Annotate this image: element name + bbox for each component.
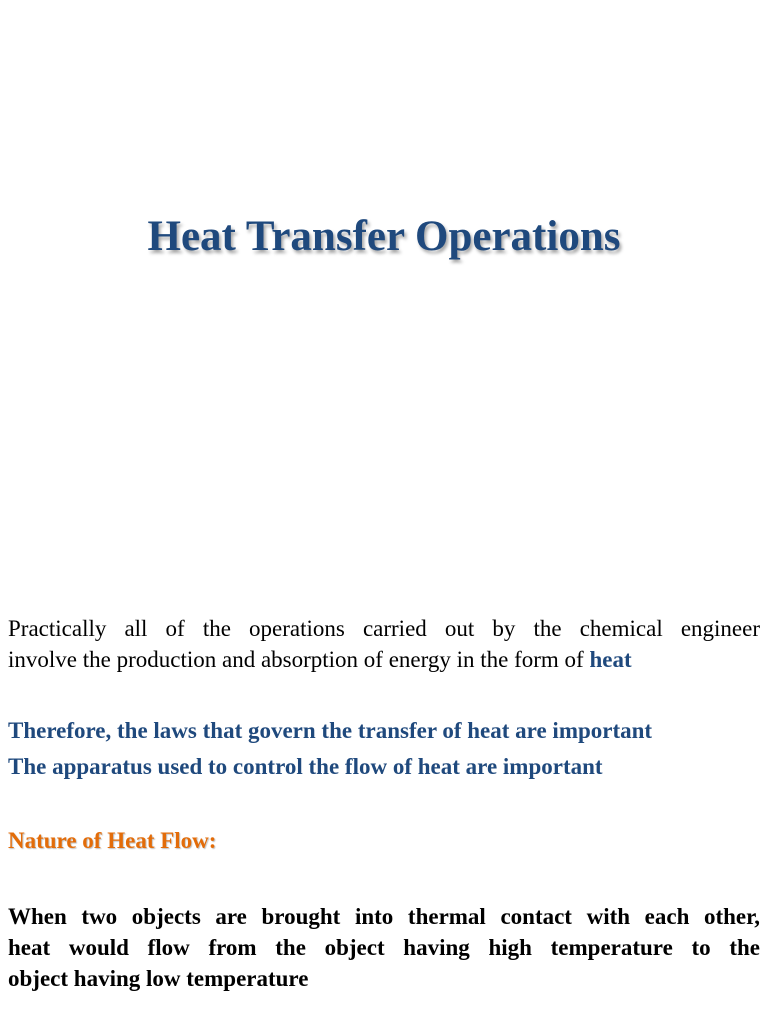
law-statement-2: The apparatus used to control the flow of heat are important xyxy=(8,754,603,779)
nature-paragraph xyxy=(8,901,760,994)
section-heading-nature: Nature of Heat Flow: xyxy=(8,828,217,853)
law-statement-1: Therefore, the laws that govern the transfer of heat are important xyxy=(8,718,653,743)
intro-line-1: Practically all of the operations carried out by the chemical engineer xyxy=(8,616,760,641)
intro-line-2 xyxy=(8,647,632,672)
slide-title: Heat Transfer Operations xyxy=(147,213,621,260)
nature-line-1: When two objects are brought into thermal contact with each other, xyxy=(8,904,760,929)
intro-paragraph xyxy=(8,613,760,675)
nature-line-2: heat would flow from the object having high temperature to the xyxy=(8,935,760,960)
nature-line-3: object having low temperature xyxy=(8,966,309,991)
heat-emphasis: heat xyxy=(589,647,632,672)
intro-line-2-text: involve the production and absorption of energy in the form of xyxy=(8,647,590,672)
